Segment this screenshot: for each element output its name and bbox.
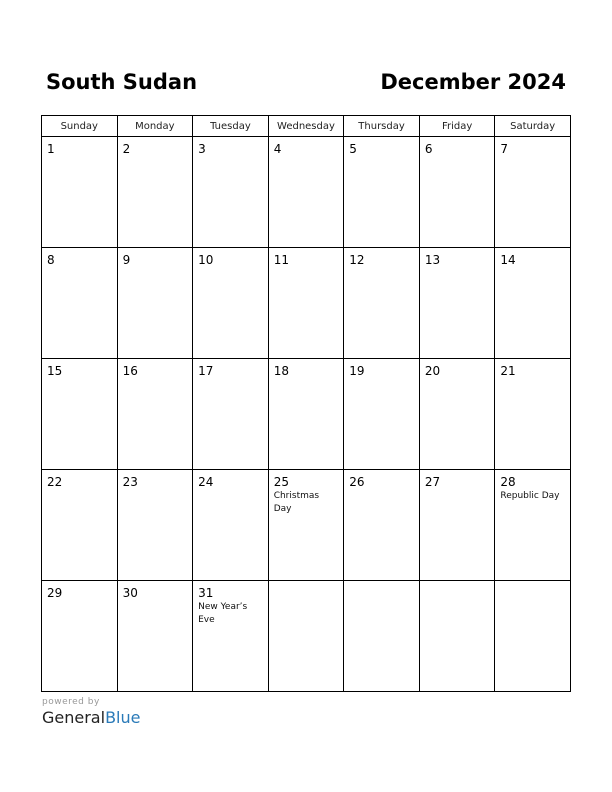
day-number: 20 xyxy=(424,364,441,378)
day-number: 29 xyxy=(47,586,63,600)
powered-by-label: powered by xyxy=(42,697,100,707)
day-cell xyxy=(268,470,344,581)
weekday-wednesday: Wednesday xyxy=(268,116,344,137)
logo-blue: Blue xyxy=(105,708,141,727)
day-cell xyxy=(344,137,420,248)
day-number: 1 xyxy=(47,142,55,156)
day-cell xyxy=(495,248,571,359)
day-cell xyxy=(419,137,495,248)
empty-cell xyxy=(495,581,571,692)
month-title: December 2024 xyxy=(380,70,566,94)
weekday-monday: Monday xyxy=(117,116,193,137)
day-cell xyxy=(42,581,118,692)
day-number: 27 xyxy=(424,475,441,489)
holiday-christmas-day: Christmas Day xyxy=(273,491,320,514)
day-number: 7 xyxy=(500,142,509,156)
day-cell xyxy=(419,470,495,581)
day-number: 21 xyxy=(500,364,516,378)
day-cell xyxy=(117,470,193,581)
weekday-friday: Friday xyxy=(419,116,495,137)
day-cell xyxy=(193,359,269,470)
day-cell xyxy=(42,470,118,581)
day-number: 8 xyxy=(47,253,55,267)
holiday-new-years-eve: New Year’s Eve xyxy=(198,602,248,625)
week-row xyxy=(42,248,571,359)
day-number: 13 xyxy=(424,253,441,267)
day-cell xyxy=(193,470,269,581)
day-cell xyxy=(495,359,571,470)
day-cell xyxy=(268,359,344,470)
day-number: 17 xyxy=(198,364,214,378)
day-number: 3 xyxy=(198,142,206,156)
day-number: 26 xyxy=(349,475,365,489)
weekday-sunday: Sunday xyxy=(42,116,118,137)
day-cell xyxy=(344,359,420,470)
day-cell xyxy=(344,470,420,581)
day-number: 25 xyxy=(273,475,289,489)
day-number: 24 xyxy=(198,475,214,489)
day-cell xyxy=(495,470,571,581)
day-cell xyxy=(117,581,193,692)
day-cell xyxy=(42,359,118,470)
weekday-tuesday: Tuesday xyxy=(193,116,269,137)
empty-cell xyxy=(268,581,344,692)
week-row xyxy=(42,137,571,248)
logo-general: General xyxy=(42,708,106,727)
weekday-header-row xyxy=(42,116,571,137)
day-cell xyxy=(268,248,344,359)
day-cell xyxy=(117,359,193,470)
day-cell xyxy=(193,137,269,248)
footer-branding xyxy=(42,697,140,727)
day-number: 5 xyxy=(349,142,357,156)
day-number: 16 xyxy=(122,364,138,378)
day-cell xyxy=(495,137,571,248)
weekday-thursday: Thursday xyxy=(344,116,420,137)
day-number: 15 xyxy=(47,364,63,378)
day-cell xyxy=(117,248,193,359)
day-number: 18 xyxy=(273,364,289,378)
week-row xyxy=(42,581,571,692)
day-cell xyxy=(42,248,118,359)
day-number: 28 xyxy=(500,475,516,489)
day-cell xyxy=(193,248,269,359)
week-row xyxy=(42,470,571,581)
day-number: 19 xyxy=(349,364,365,378)
day-number: 31 xyxy=(198,586,214,600)
day-cell xyxy=(268,137,344,248)
empty-cell xyxy=(419,581,495,692)
day-number: 11 xyxy=(273,253,289,267)
day-cell xyxy=(419,248,495,359)
day-number: 14 xyxy=(500,253,516,267)
generalblue-logo xyxy=(42,708,140,727)
week-row xyxy=(42,359,571,470)
day-number: 23 xyxy=(122,475,138,489)
day-cell xyxy=(193,581,269,692)
calendar-grid xyxy=(41,115,571,692)
day-number: 4 xyxy=(273,142,282,156)
day-cell xyxy=(344,248,420,359)
day-number: 30 xyxy=(122,586,138,600)
day-cell xyxy=(42,137,118,248)
country-title: South Sudan xyxy=(46,70,198,94)
empty-cell xyxy=(344,581,420,692)
day-number: 9 xyxy=(122,253,131,267)
day-number: 22 xyxy=(47,475,63,489)
day-cell xyxy=(419,359,495,470)
day-number: 12 xyxy=(349,253,365,267)
day-number: 2 xyxy=(122,142,131,156)
holiday-republic-day: Republic Day xyxy=(500,491,560,501)
day-cell xyxy=(117,137,193,248)
day-number: 10 xyxy=(198,253,214,267)
weekday-saturday: Saturday xyxy=(495,116,571,137)
day-number: 6 xyxy=(424,142,433,156)
